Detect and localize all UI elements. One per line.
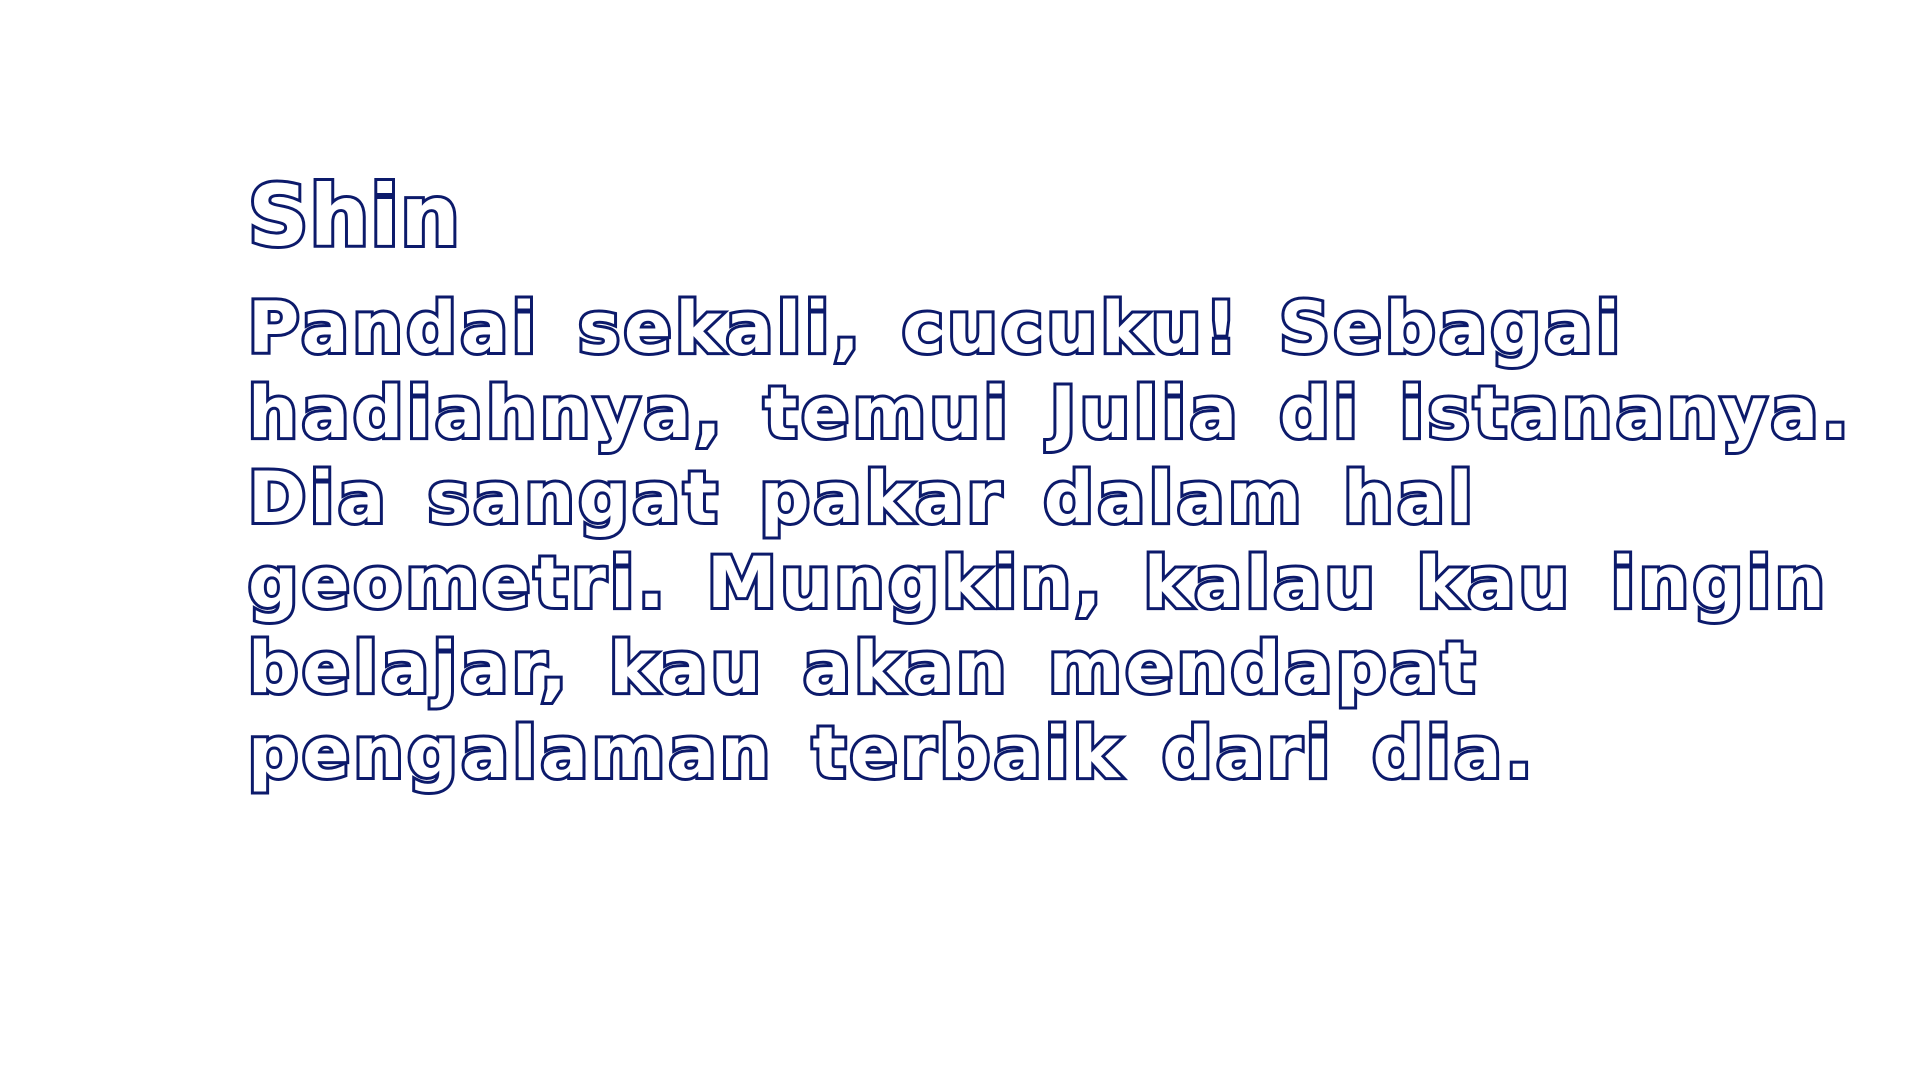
dialogue-box[interactable] [248, 167, 1853, 796]
dialogue-line: belajar, kau akan mendapat [248, 627, 1479, 709]
speaker-name: Shin [248, 167, 461, 265]
dialogue-text [248, 286, 1853, 796]
dialogue-line: Pandai sekali, cucuku! Sebagai [248, 287, 1624, 369]
dialogue-line: Dia sangat pakar dalam hal [248, 457, 1477, 539]
dialogue-line: pengalaman terbaik dari dia. [248, 712, 1537, 794]
dialogue-line: hadiahnya, temui Julia di istananya. [248, 372, 1853, 454]
dialogue-line: geometri. Mungkin, kalau kau ingin [248, 542, 1829, 624]
